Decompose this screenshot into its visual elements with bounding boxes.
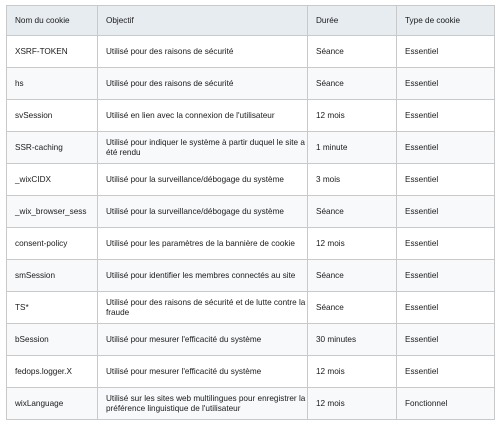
cell-purpose: Utilisé pour mesurer l'efficacité du système [98, 356, 308, 388]
table-row [7, 260, 495, 292]
cell-cookie-type: Essentiel [397, 36, 495, 68]
table-row [7, 164, 495, 196]
table-row [7, 196, 495, 228]
header-cookie-type: Type de cookie [397, 6, 495, 36]
cell-cookie-type: Essentiel [397, 228, 495, 260]
cell-purpose: Utilisé pour identifier les membres connectés au site [98, 260, 308, 292]
cell-cookie-name: wixLanguage [7, 388, 98, 420]
cell-cookie-name: _wixCIDX [7, 164, 98, 196]
cell-duration: Séance [308, 68, 397, 100]
cell-cookie-type: Essentiel [397, 292, 495, 324]
header-duration: Durée [308, 6, 397, 36]
cell-cookie-type: Essentiel [397, 100, 495, 132]
header-purpose: Objectif [98, 6, 308, 36]
cell-duration: 1 minute [308, 132, 397, 164]
cell-cookie-name: smSession [7, 260, 98, 292]
cell-cookie-type: Essentiel [397, 132, 495, 164]
cell-purpose: Utilisé pour les paramètres de la bannière de cookie [98, 228, 308, 260]
table-row [7, 68, 495, 100]
cell-purpose: Utilisé pour indiquer le système à partir duquel le site a été rendu [98, 132, 308, 164]
cell-cookie-name: hs [7, 68, 98, 100]
cell-cookie-type: Essentiel [397, 356, 495, 388]
table-row [7, 356, 495, 388]
cell-duration: Séance [308, 260, 397, 292]
cookie-table [6, 5, 495, 420]
cell-purpose: Utilisé pour des raisons de sécurité [98, 36, 308, 68]
table-row [7, 100, 495, 132]
cell-cookie-name: SSR-caching [7, 132, 98, 164]
cell-purpose: Utilisé pour la surveillance/débogage du système [98, 164, 308, 196]
cell-cookie-name: _wix_browser_sess [7, 196, 98, 228]
table-header-row [7, 6, 495, 36]
cell-cookie-type: Essentiel [397, 68, 495, 100]
cell-purpose: Utilisé pour mesurer l'efficacité du système [98, 324, 308, 356]
table-row [7, 324, 495, 356]
cell-cookie-name: svSession [7, 100, 98, 132]
table-row [7, 36, 495, 68]
cell-purpose: Utilisé en lien avec la connexion de l'utilisateur [98, 100, 308, 132]
cell-purpose: Utilisé sur les sites web multilingues pour enregistrer la préférence linguistique de l'utilisateur [98, 388, 308, 420]
table-row [7, 292, 495, 324]
cell-cookie-type: Essentiel [397, 164, 495, 196]
cell-cookie-type: Essentiel [397, 260, 495, 292]
cell-duration: 12 mois [308, 388, 397, 420]
header-cookie-name: Nom du cookie [7, 6, 98, 36]
cell-duration: Séance [308, 36, 397, 68]
table-row [7, 228, 495, 260]
cell-cookie-type: Essentiel [397, 196, 495, 228]
cell-cookie-name: bSession [7, 324, 98, 356]
cell-duration: Séance [308, 292, 397, 324]
cell-duration: Séance [308, 196, 397, 228]
cell-duration: 12 mois [308, 100, 397, 132]
cell-cookie-type: Essentiel [397, 324, 495, 356]
cell-purpose: Utilisé pour des raisons de sécurité [98, 68, 308, 100]
cell-duration: 3 mois [308, 164, 397, 196]
cell-duration: 12 mois [308, 228, 397, 260]
cell-purpose: Utilisé pour des raisons de sécurité et de lutte contre la fraude [98, 292, 308, 324]
cell-duration: 30 minutes [308, 324, 397, 356]
cell-cookie-name: TS* [7, 292, 98, 324]
cell-duration: 12 mois [308, 356, 397, 388]
cell-cookie-type: Fonctionnel [397, 388, 495, 420]
cell-purpose: Utilisé pour la surveillance/débogage du système [98, 196, 308, 228]
table-row [7, 388, 495, 420]
cell-cookie-name: XSRF-TOKEN [7, 36, 98, 68]
cookie-table-frame [6, 5, 494, 422]
cell-cookie-name: fedops.logger.X [7, 356, 98, 388]
table-row [7, 132, 495, 164]
cell-cookie-name: consent-policy [7, 228, 98, 260]
